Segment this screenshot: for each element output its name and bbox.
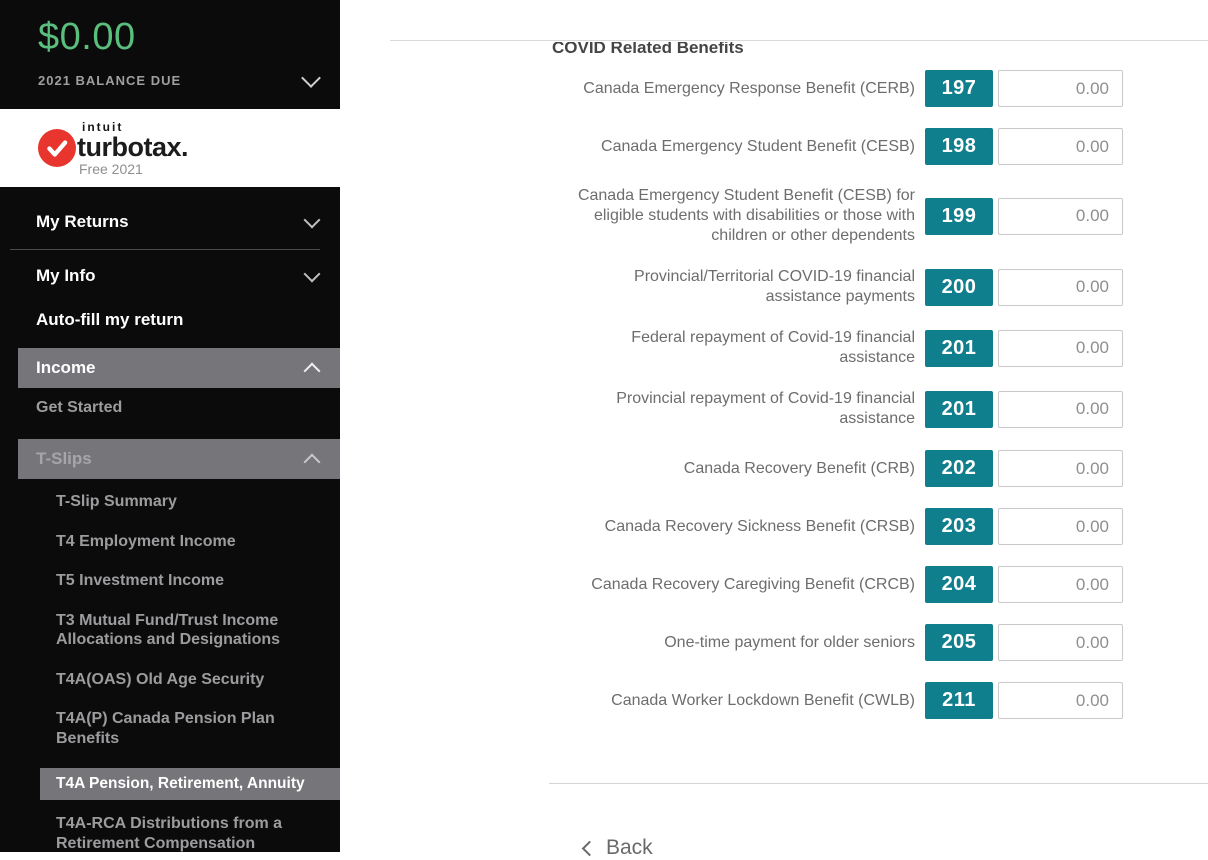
sidebar-item-t4a-pension-active[interactable]: T4A Pension, Retirement, Annuity <box>40 768 340 800</box>
amount-input-202[interactable] <box>998 450 1123 487</box>
sidebar-item-t-slips[interactable] <box>18 439 340 479</box>
section-heading: COVID Related Benefits <box>552 42 744 57</box>
sidebar-item-t4a-rca[interactable]: T4A-RCA Distributions from a Retirement Compensation <box>56 815 283 852</box>
chevron-left-icon <box>582 840 598 856</box>
chevron-down-icon <box>304 211 321 228</box>
amount-input-199[interactable] <box>998 198 1123 235</box>
sidebar-item-income[interactable] <box>18 348 340 388</box>
box-number: 203 <box>925 508 993 545</box>
balance-label: 2021 BALANCE DUE <box>38 73 182 88</box>
covid-benefits-form <box>552 70 1123 740</box>
sidebar-item-my-info[interactable] <box>0 254 340 298</box>
chevron-down-icon <box>301 68 321 88</box>
field-label: Canada Worker Lockdown Benefit (CWLB) <box>611 691 915 709</box>
box-number: 200 <box>925 269 993 306</box>
menu-label: Get Started <box>36 399 123 416</box>
t-slips-sub-list-cont <box>56 814 306 853</box>
box-number: 197 <box>925 70 993 107</box>
amount-input-200[interactable] <box>998 269 1123 306</box>
logo-band <box>0 109 340 187</box>
table-row <box>552 328 1123 368</box>
menu-label: My Returns <box>36 212 129 231</box>
balance-amount: $0.00 <box>38 16 136 58</box>
table-row <box>552 128 1123 165</box>
sidebar <box>0 0 340 852</box>
box-number: 199 <box>925 198 993 235</box>
field-label: Canada Emergency Student Benefit (CESB) <box>601 137 915 155</box>
intuit-logo-text: intuit <box>82 119 124 134</box>
table-row <box>552 624 1123 661</box>
turbotax-wordmark: turbotax. <box>77 131 189 162</box>
chevron-down-icon <box>304 265 321 282</box>
box-number: 198 <box>925 128 993 165</box>
table-row <box>552 186 1123 246</box>
table-row <box>552 682 1123 719</box>
turbotax-checkmark-icon <box>38 129 76 167</box>
main-content <box>340 0 1208 859</box>
sidebar-menu <box>0 200 340 853</box>
back-label: Back <box>606 836 653 859</box>
box-number: 201 <box>925 330 993 367</box>
menu-label: T-Slips <box>36 449 92 468</box>
field-label: Canada Recovery Benefit (CRB) <box>683 459 915 477</box>
field-label: Provincial repayment of Covid-19 financial assistance <box>616 390 915 427</box>
field-label: Canada Recovery Sickness Benefit (CRSB) <box>604 517 915 535</box>
back-button[interactable] <box>584 836 653 860</box>
box-number: 204 <box>925 566 993 603</box>
logo-text <box>77 120 188 177</box>
balance-row[interactable] <box>38 73 318 88</box>
sidebar-item-t4a-p-cpp[interactable]: T4A(P) Canada Pension Plan Benefits <box>56 710 275 747</box>
field-label: Canada Emergency Student Benefit (CESB) for eligible students with disabilities or those with children or other dependents <box>577 187 915 244</box>
amount-input-205[interactable] <box>998 624 1123 661</box>
table-row <box>552 508 1123 545</box>
chevron-up-icon <box>304 362 321 379</box>
amount-input-198[interactable] <box>998 128 1123 165</box>
menu-label: Auto-fill my return <box>36 310 184 329</box>
sidebar-item-t3-mutual-fund[interactable]: T3 Mutual Fund/Trust Income Allocations and Designations <box>56 611 281 648</box>
amount-input-203[interactable] <box>998 508 1123 545</box>
field-label: Provincial/Territorial COVID-19 financial assistance payments <box>634 268 915 305</box>
box-number: 201 <box>925 391 993 428</box>
table-row <box>552 267 1123 307</box>
field-label: Canada Recovery Caregiving Benefit (CRCB) <box>591 575 915 593</box>
menu-label: My Info <box>36 266 96 285</box>
field-label: Canada Emergency Response Benefit (CERB) <box>583 79 915 97</box>
field-label: Federal repayment of Covid-19 financial assistance <box>631 329 915 366</box>
amount-input-204[interactable] <box>998 566 1123 603</box>
sidebar-item-t4-employment-income[interactable]: T4 Employment Income <box>56 532 236 550</box>
sidebar-item-autofill[interactable] <box>0 298 340 342</box>
box-number: 211 <box>925 682 993 719</box>
box-number: 205 <box>925 624 993 661</box>
amount-input-201-federal[interactable] <box>998 330 1123 367</box>
sidebar-item-t-slip-summary[interactable]: T-Slip Summary <box>56 493 177 510</box>
amount-input-197[interactable] <box>998 70 1123 107</box>
table-row <box>552 389 1123 429</box>
sidebar-item-my-returns[interactable] <box>0 200 340 244</box>
menu-label: Income <box>36 358 96 377</box>
t-slips-sub-list <box>56 492 306 748</box>
form-bottom-divider <box>549 783 1208 784</box>
sidebar-item-get-started[interactable] <box>0 388 340 428</box>
box-number: 202 <box>925 450 993 487</box>
table-row <box>552 70 1123 107</box>
chevron-up-icon <box>304 453 321 470</box>
menu-divider <box>10 249 320 250</box>
field-label: One-time payment for older seniors <box>664 633 915 651</box>
amount-input-201-provincial[interactable] <box>998 391 1123 428</box>
table-row <box>552 450 1123 487</box>
sidebar-item-t5-investment-income[interactable]: T5 Investment Income <box>56 572 225 589</box>
product-edition: Free 2021 <box>79 160 143 177</box>
table-row <box>552 566 1123 603</box>
section-heading-wrap <box>552 42 744 57</box>
amount-input-211[interactable] <box>998 682 1123 719</box>
sidebar-item-t4a-oas[interactable]: T4A(OAS) Old Age Security <box>56 670 265 688</box>
content-top-border <box>390 0 1208 41</box>
